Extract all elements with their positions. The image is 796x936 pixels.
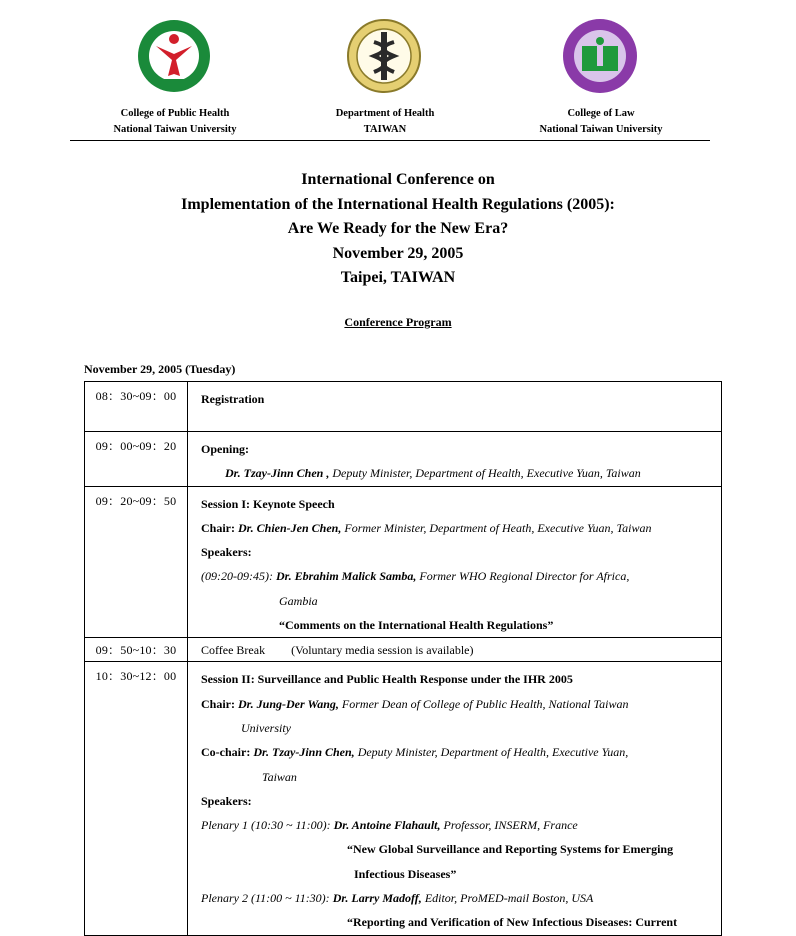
- person-role: Deputy Minister, Department of Health, Executive Yuan, Taiwan: [329, 466, 641, 481]
- person-name: Dr. Ebrahim Malick Samba,: [275, 569, 417, 584]
- person-role: Editor, ProMED-mail Boston, USA: [421, 891, 594, 906]
- institution-caption-law: [501, 106, 701, 138]
- person-name: Dr. Jung-Der Wang,: [238, 696, 339, 711]
- speaker-line: [201, 461, 721, 485]
- speaker-line: [201, 813, 721, 837]
- person-name: Dr. Tzay-Jinn Chen,: [253, 745, 355, 760]
- department-of-health-emblem: [344, 16, 424, 96]
- speakers-label: Speakers:: [201, 545, 252, 560]
- table-row: [85, 486, 722, 638]
- person-role: Former Dean of College of Public Health, National Taiwan: [338, 696, 629, 711]
- session-cell: [188, 486, 722, 638]
- table-row: [85, 382, 722, 432]
- institution-name: Department of Health: [335, 108, 435, 119]
- session-title: Session II: Surveillance and Public Health Response under the IHR 2005: [201, 672, 573, 687]
- ntu-college-of-law-seal: [560, 16, 640, 96]
- session-note: (Voluntary media session is available): [291, 643, 474, 658]
- table-row: [85, 662, 722, 935]
- institution-affiliation: National Taiwan University: [113, 124, 237, 135]
- cph-ntu-logo-icon: [134, 16, 214, 96]
- person-role: Deputy Minister, Department of Health, Executive Yuan,: [354, 745, 629, 760]
- time-cell: 09：20~09：50: [85, 486, 188, 638]
- person-name: Dr. Chien-Jen Chen,: [238, 520, 342, 535]
- person-name: Dr. Larry Madoff,: [332, 891, 422, 906]
- institution-name: College of Public Health: [120, 108, 230, 119]
- session-cell: [188, 662, 722, 935]
- conference-location: Taipei, TAIWAN: [340, 269, 456, 286]
- break-line: [201, 641, 721, 659]
- person-role: Former Minister, Department of Heath, Executive Yuan, Taiwan: [341, 520, 652, 535]
- title-line: Are We Ready for the New Era?: [287, 220, 509, 237]
- person-role: Former WHO Regional Director for Africa,: [416, 569, 630, 584]
- person-role-continued: University: [241, 720, 291, 735]
- cochair-label: Co-chair:: [201, 745, 251, 760]
- chair-line: [201, 516, 721, 540]
- session-cell: [188, 382, 722, 432]
- person-name: Dr. Antoine Flahault,: [333, 818, 441, 833]
- session-cell: [188, 638, 722, 662]
- talk-time: Plenary 1 (10:30 ~ 11:00):: [201, 818, 331, 833]
- conference-title: [0, 168, 796, 291]
- time-cell: 09：00~09：20: [85, 432, 188, 487]
- speaker-line: [201, 564, 721, 588]
- institution-affiliation: TAIWAN: [363, 124, 407, 135]
- day-heading: November 29, 2005 (Tuesday): [84, 362, 236, 376]
- table-row: [85, 432, 722, 487]
- header-divider: [70, 140, 710, 141]
- conference-date: November 29, 2005: [332, 244, 464, 262]
- talk-time: Plenary 2 (11:00 ~ 11:30):: [201, 891, 330, 906]
- institution-caption-doh: [285, 106, 485, 138]
- title-line: International Conference on: [301, 171, 495, 188]
- session-title: Coffee Break: [201, 643, 266, 658]
- person-name: Dr. Tzay-Jinn Chen ,: [225, 466, 330, 481]
- chair-line: [201, 692, 721, 716]
- person-role: Professor, INSERM, France: [440, 818, 578, 833]
- session-title: Registration: [201, 392, 265, 406]
- schedule-table: [84, 381, 722, 936]
- cph-ntu-logo: [134, 16, 214, 96]
- talk-time: (09:20-09:45):: [201, 569, 273, 584]
- cochair-line: [201, 740, 721, 764]
- talk-title: “New Global Surveillance and Reporting Systems for Emerging: [347, 842, 674, 857]
- time-cell: 08：30~09：00: [85, 382, 188, 432]
- institution-affiliation: National Taiwan University: [539, 124, 663, 135]
- session-title: Opening:: [201, 442, 250, 456]
- time-cell: 09：50~10：30: [85, 638, 188, 662]
- person-role-continued: Gambia: [279, 593, 318, 608]
- speakers-label: Speakers:: [201, 793, 252, 808]
- time-cell: 10：30~12：00: [85, 662, 188, 935]
- institution-name: College of Law: [567, 108, 635, 119]
- program-heading: Conference Program: [344, 315, 452, 329]
- person-role-continued: Taiwan: [262, 769, 297, 784]
- talk-title: “Comments on the International Health Regulations”: [279, 618, 554, 633]
- session-cell: [188, 432, 722, 487]
- chair-label: Chair:: [201, 520, 235, 535]
- ntu-college-of-law-seal-icon: [560, 16, 640, 96]
- institution-caption-cph: [75, 106, 275, 138]
- department-of-health-emblem-icon: [344, 16, 424, 96]
- talk-title: “Reporting and Verification of New Infectious Diseases: Current: [347, 915, 678, 930]
- chair-label: Chair:: [201, 696, 235, 711]
- session-title: Session I: Keynote Speech: [201, 496, 335, 511]
- talk-title-continued: Infectious Diseases”: [354, 866, 457, 881]
- table-row: [85, 638, 722, 662]
- speaker-line: [201, 886, 721, 910]
- title-line: Implementation of the International Health Regulations (2005):: [181, 195, 615, 213]
